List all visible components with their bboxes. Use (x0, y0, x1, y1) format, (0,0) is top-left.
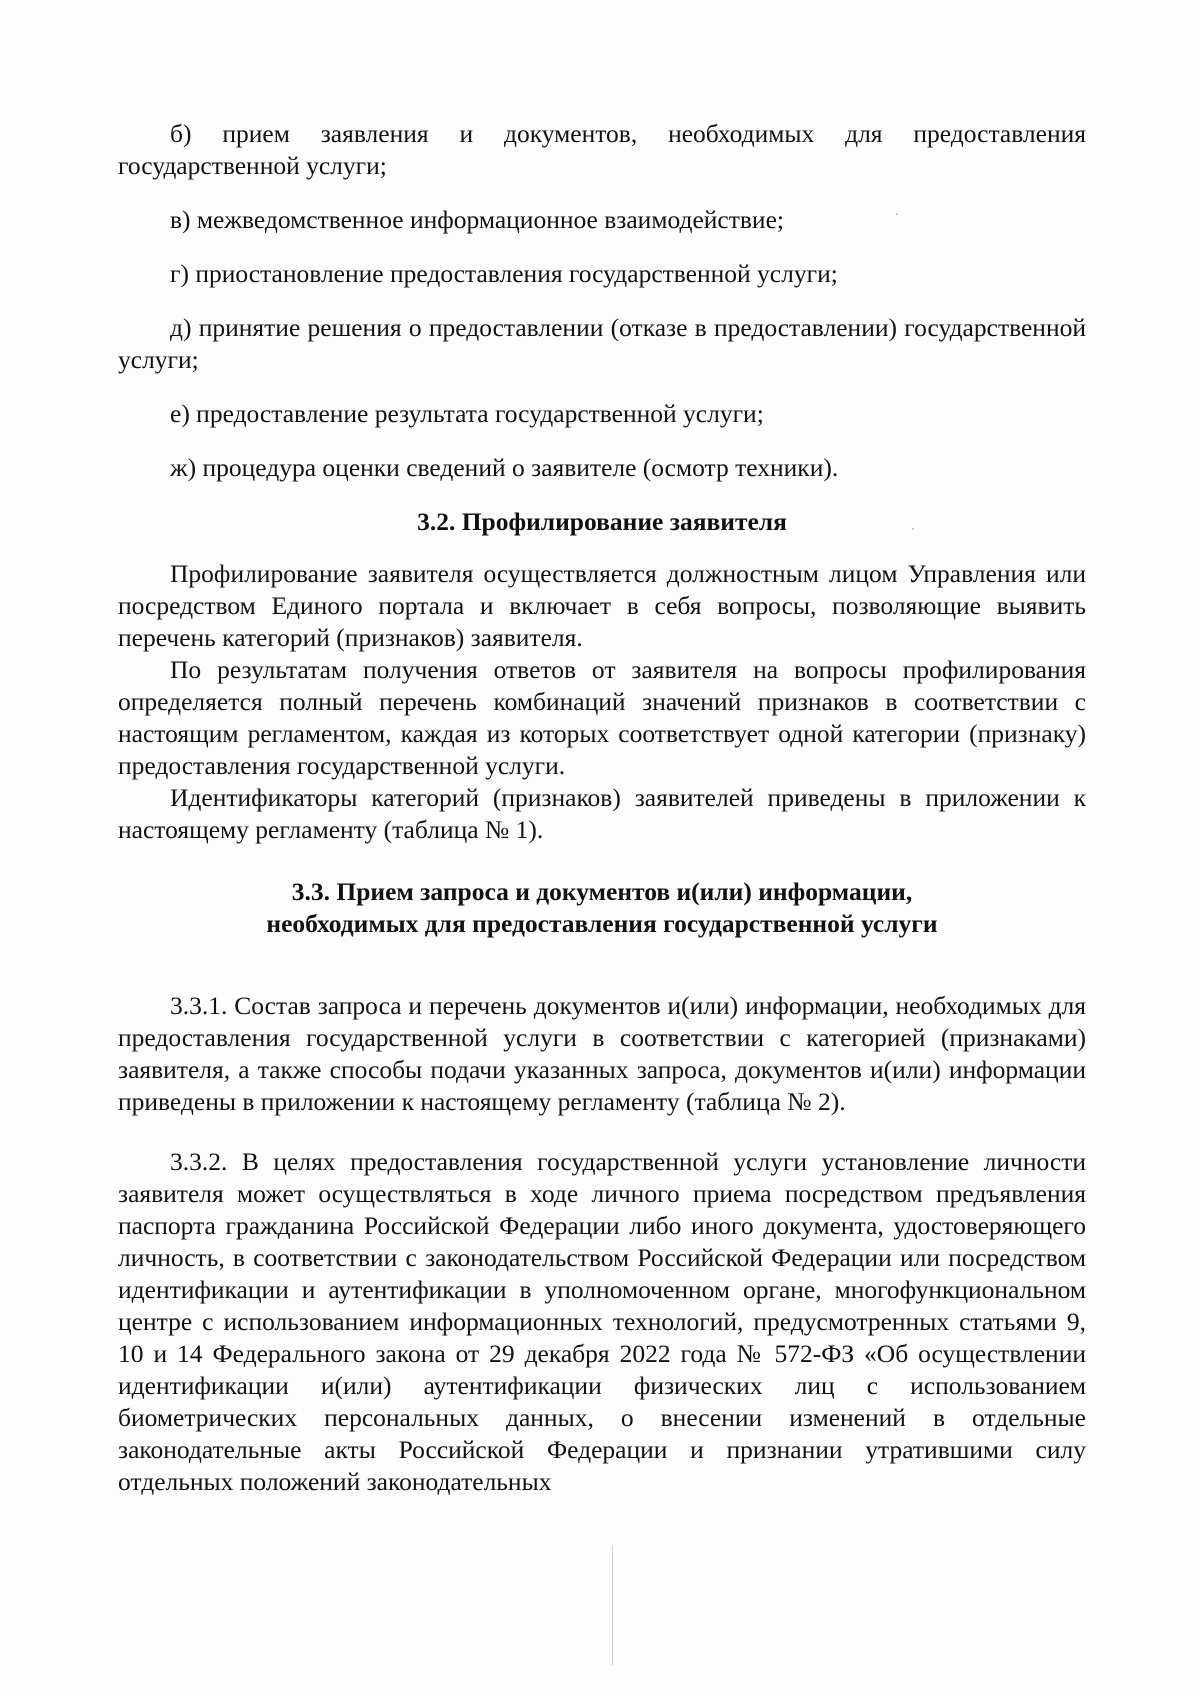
scan-artifact-speck (912, 528, 914, 530)
scan-artifact-line (612, 1545, 613, 1665)
list-item-e: е) предоставление результата государственной услуги; (170, 399, 764, 428)
section-3-3-1-paragraph: 3.3.1. Состав запроса и перечень документов и(или) информации, необходимых для предоставления государственной услуги в соответствии с категорией (признаками) заявителя, а также способы подачи указанных запроса, документов и(или) информации приведены в приложении к настоящему регламенту (таблица № 2). (118, 991, 1086, 1116)
section-3-2-paragraph-3: Идентификаторы категорий (признаков) заявителей приведены в приложении к настоящему регламенту (таблица № 1). (118, 783, 1086, 844)
section-3-3-heading (118, 876, 1086, 940)
list-item-d: д) принятие решения о предоставлении (отказе в предоставлении) государственной услуги; (118, 313, 1086, 374)
document-body (118, 118, 1086, 1498)
list-item-v: в) межведомственное информационное взаимодействие; (170, 205, 784, 234)
section-3-2-paragraph-1: Профилирование заявителя осуществляется должностным лицом Управления или посредством Единого портала и включает в себя вопросы, позволяющие выявить перечень категорий (признаков) заявителя. (118, 559, 1086, 652)
list-item-g: г) приостановление предоставления государственной услуги; (170, 259, 838, 288)
section-3-3-2-paragraph: 3.3.2. В целях предоставления государственной услуги установление личности заявителя может осуществляться в ходе личного приема посредством предъявления паспорта гражданина Российской Федерации либо иного документа, удостоверяющего личность, в соответствии с законодательством Российской Федерации или посредством идентификации и аутентификации в уполномоченном органе, многофункциональном центре с использованием информационных технологий, предусмотренных статьями 9, 10 и 14 Федерального закона от 29 декабря 2022 года № 572-ФЗ «Об осуществлении идентификации и(или) аутентификации физических лиц с использованием биометрических персональных данных, о внесении изменений в отдельные законодательные акты Российской Федерации и признании утратившими силу отдельных положений законодательных (118, 1147, 1086, 1496)
section-3-3-heading-line-1: 3.3. Прием запроса и документов и(или) информации, (291, 877, 913, 906)
list-item-b: б) прием заявления и документов, необходимых для предоставления государственной услуги; (118, 119, 1086, 180)
section-3-2-paragraph-2: По результатам получения ответов от заявителя на вопросы профилирования определяется полный перечень комбинаций значений признаков в соответствии с настоящим регламентом, каждая из которых соответствует одной категории (признаку) предоставления государственной услуги. (118, 655, 1086, 780)
scan-artifact-speck (896, 213, 898, 215)
section-3-3-heading-line-2: необходимых для предоставления государственной услуги (266, 909, 938, 938)
list-item-zh: ж) процедура оценки сведений о заявителе (осмотр техники). (170, 453, 839, 482)
section-3-2-heading: 3.2. Профилирование заявителя (417, 507, 787, 536)
